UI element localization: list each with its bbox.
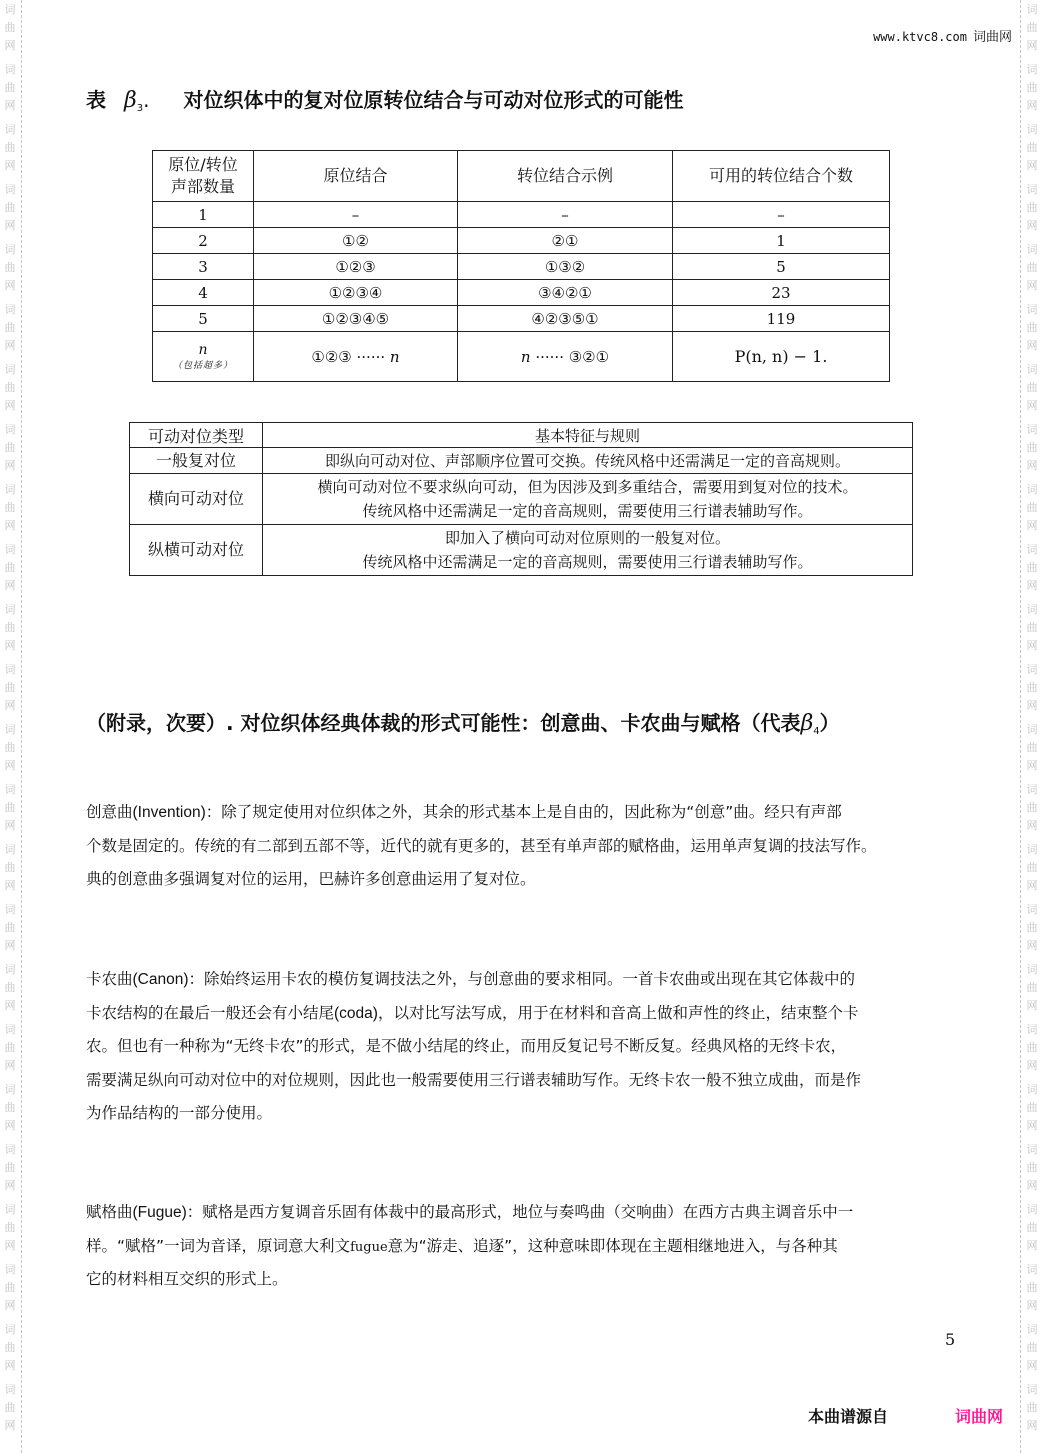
watermark-glyph: 网 — [4, 879, 16, 892]
watermark-glyph: 曲 — [4, 381, 16, 394]
watermark-glyph: 词 — [4, 123, 16, 136]
watermark-glyph: 词 — [4, 843, 16, 856]
watermark-glyph: 曲 — [1026, 381, 1038, 394]
watermark-glyph: 网 — [4, 339, 16, 352]
watermark-glyph: 网 — [4, 459, 16, 472]
watermark-glyph: 词 — [4, 243, 16, 256]
watermark-glyph: 网 — [1026, 399, 1038, 412]
header-type: 可动对位类型 — [130, 423, 263, 448]
header-available: 可用的转位结合个数 — [673, 151, 890, 202]
watermark-glyph: 曲 — [4, 1341, 16, 1354]
watermark-glyph: 曲 — [1026, 681, 1038, 694]
watermark-glyph: 词 — [1026, 63, 1038, 76]
watermark-glyph: 曲 — [1026, 621, 1038, 634]
watermark-glyph: 词 — [4, 3, 16, 16]
watermark-glyph: 曲 — [4, 81, 16, 94]
watermark-glyph: 曲 — [4, 681, 16, 694]
n-variable: n — [198, 341, 208, 358]
watermark-glyph: 网 — [4, 699, 16, 712]
right-dashed-cut-line — [1020, 0, 1021, 1453]
cell-original-general — [254, 332, 458, 382]
permutation-table — [152, 150, 890, 382]
watermark-glyph: 网 — [4, 999, 16, 1012]
watermark-glyph: 词 — [1026, 1203, 1038, 1216]
watermark-glyph: 网 — [1026, 159, 1038, 172]
watermark-glyph: 词 — [1026, 183, 1038, 196]
watermark-glyph: 词 — [1026, 1383, 1038, 1396]
watermark-glyph: 曲 — [1026, 1281, 1038, 1294]
table-row — [130, 474, 913, 525]
watermark-glyph: 词 — [4, 1383, 16, 1396]
table-row — [153, 228, 890, 254]
invention-term: 创意曲(Invention)： — [86, 804, 222, 821]
table-row-general — [153, 332, 890, 382]
watermark-glyph: 网 — [4, 279, 16, 292]
left-watermark-strip — [0, 0, 20, 1453]
fugue-latin-word: fugue — [350, 1239, 388, 1255]
watermark-glyph: 网 — [4, 939, 16, 952]
cell-example-general — [458, 332, 673, 382]
watermark-glyph: 词 — [4, 783, 16, 796]
table-prefix: 表 — [86, 88, 106, 112]
watermark-glyph: 词 — [1026, 123, 1038, 136]
watermark-glyph: 网 — [1026, 1119, 1038, 1132]
watermark-glyph: 网 — [1026, 39, 1038, 52]
coda-term: 小结尾(coda) — [287, 1004, 378, 1022]
watermark-glyph: 曲 — [1026, 921, 1038, 934]
watermark-glyph: 词 — [1026, 903, 1038, 916]
paragraph-line: 需要满足纵向可动对位中的对位规则，因此也一般需要使用三行谱表辅助写作。无终卡农一般不独立成曲，而是作 — [86, 1070, 862, 1089]
cell-count: 3 — [153, 254, 254, 280]
watermark-glyph: 词 — [4, 723, 16, 736]
watermark-glyph: 网 — [1026, 1359, 1038, 1372]
beta-subscript: 3 — [136, 103, 144, 114]
watermark-glyph: 曲 — [1026, 81, 1038, 94]
header-voice-count-line2: 声部数量 — [170, 177, 235, 196]
watermark-glyph: 曲 — [1026, 561, 1038, 574]
watermark-glyph: 曲 — [1026, 1341, 1038, 1354]
watermark-glyph: 网 — [1026, 939, 1038, 952]
rule-line: 传统风格中还需满足一定的音高规则，需要使用三行谱表辅助写作。 — [362, 502, 813, 520]
table-row — [153, 202, 890, 228]
watermark-glyph: 网 — [1026, 219, 1038, 232]
table1-title-text: 对位织体中的复对位原转位结合与可动对位形式的可能性 — [183, 88, 684, 112]
watermark-glyph: 网 — [4, 819, 16, 832]
watermark-glyph: 词 — [4, 1143, 16, 1156]
watermark-glyph: 曲 — [4, 321, 16, 334]
site-header — [873, 26, 1012, 45]
watermark-glyph: 词 — [4, 483, 16, 496]
cell-available: 23 — [673, 280, 890, 306]
watermark-glyph: 词 — [1026, 603, 1038, 616]
watermark-glyph: 曲 — [4, 1281, 16, 1294]
table-row — [153, 254, 890, 280]
table-header-row — [153, 151, 890, 202]
page-number: 5 — [945, 1330, 956, 1349]
watermark-glyph: 网 — [4, 39, 16, 52]
watermark-glyph: 网 — [1026, 879, 1038, 892]
cell-original: ①②③④⑤ — [254, 306, 458, 332]
watermark-glyph: 曲 — [1026, 1161, 1038, 1174]
watermark-glyph: 曲 — [4, 1221, 16, 1234]
line-text: 赋格是西方复调音乐固有体裁中的最高形式，地位与奏鸣曲（交响曲）在西方古典主调音乐中一 — [202, 1203, 854, 1221]
watermark-glyph: 网 — [4, 579, 16, 592]
cell-available: 1 — [673, 228, 890, 254]
fugue-paragraph — [86, 1196, 966, 1297]
watermark-glyph: 词 — [1026, 1323, 1038, 1336]
watermark-glyph: 网 — [1026, 1299, 1038, 1312]
watermark-glyph: 曲 — [4, 441, 16, 454]
line-text: 样。“赋格”一词为音译，原词意大利文 — [86, 1236, 351, 1255]
watermark-glyph: 词 — [4, 603, 16, 616]
cell-original: ①②③ — [254, 254, 458, 280]
watermark-glyph: 词 — [4, 963, 16, 976]
cell-count: 2 — [153, 228, 254, 254]
header-voice-count — [153, 151, 254, 202]
table-row — [130, 448, 913, 474]
table1-title — [86, 84, 683, 114]
watermark-glyph: 曲 — [4, 801, 16, 814]
watermark-glyph: 网 — [1026, 1059, 1038, 1072]
paragraph-line — [86, 963, 966, 997]
paragraph-line — [86, 1196, 966, 1230]
cell-count: 4 — [153, 280, 254, 306]
watermark-glyph: 曲 — [1026, 1101, 1038, 1114]
cell-example: ④②③⑤① — [458, 306, 673, 332]
watermark-glyph: 网 — [4, 1059, 16, 1072]
beta-symbol: β — [124, 88, 137, 113]
paragraph-line — [86, 997, 966, 1031]
cell-original: ①② — [254, 228, 458, 254]
watermark-glyph: 曲 — [4, 201, 16, 214]
watermark-glyph: 曲 — [4, 981, 16, 994]
site-url: www.ktvc8.com — [873, 30, 967, 44]
cell-type: 一般复对位 — [130, 448, 263, 474]
header-example: 转位结合示例 — [458, 151, 673, 202]
movable-counterpoint-table — [129, 422, 913, 576]
section-title-close: ） — [819, 711, 840, 735]
line-text: 除始终运用卡农的模仿复调技法之外，与创意曲的要求相同。一首卡农曲或出现在其它体裁中的 — [204, 970, 856, 988]
watermark-glyph: 网 — [4, 159, 16, 172]
watermark-glyph: 曲 — [4, 861, 16, 874]
cell-count-general — [153, 332, 254, 382]
cell-available: – — [673, 202, 890, 228]
header-voice-count-line1: 原位/转位 — [168, 155, 238, 174]
watermark-glyph: 曲 — [4, 921, 16, 934]
footer-source-label: 本曲谱源自 — [808, 1407, 889, 1426]
watermark-glyph: 网 — [4, 1299, 16, 1312]
watermark-glyph: 曲 — [1026, 861, 1038, 874]
watermark-glyph: 曲 — [4, 1041, 16, 1054]
watermark-glyph: 词 — [4, 183, 16, 196]
line-text: ，以对比写法写成，用于在材料和音高上做和声性的终止，结束整个卡 — [377, 1003, 859, 1022]
watermark-glyph: 词 — [1026, 1083, 1038, 1096]
cell-rules — [263, 448, 913, 474]
table-row — [153, 280, 890, 306]
paragraph-line: 它的材料相互交织的形式上。 — [86, 1270, 288, 1288]
watermark-glyph: 曲 — [4, 1401, 16, 1414]
watermark-glyph: 词 — [1026, 3, 1038, 16]
site-name: 词曲网 — [972, 30, 1012, 45]
canon-paragraph — [86, 963, 966, 1131]
cell-type: 纵横可动对位 — [130, 525, 263, 576]
watermark-glyph: 曲 — [4, 261, 16, 274]
paragraph-line: 典的创意曲多强调复对位的运用，巴赫许多创意曲运用了复对位。 — [86, 870, 536, 888]
watermark-glyph: 曲 — [4, 21, 16, 34]
watermark-glyph: 曲 — [1026, 141, 1038, 154]
watermark-glyph: 曲 — [4, 1101, 16, 1114]
watermark-glyph: 词 — [4, 303, 16, 316]
watermark-glyph: 曲 — [1026, 1221, 1038, 1234]
watermark-glyph: 网 — [1026, 1239, 1038, 1252]
watermark-glyph: 词 — [4, 63, 16, 76]
watermark-glyph: 曲 — [1026, 501, 1038, 514]
watermark-glyph: 词 — [4, 363, 16, 376]
cell-example: ①③② — [458, 254, 673, 280]
rule-line: 即加入了横向可动对位原则的一般复对位。 — [444, 529, 730, 547]
beta-subscript: 4 — [813, 726, 820, 737]
table-row — [153, 306, 890, 332]
rule-line: 横向可动对位不要求纵向可动，但为因涉及到多重结合，需要用到复对位的技术。 — [317, 478, 858, 496]
watermark-glyph: 曲 — [1026, 1041, 1038, 1054]
cell-rules — [263, 474, 913, 525]
paragraph-line: 为作品结构的一部分使用。 — [86, 1104, 273, 1122]
cell-rules — [263, 525, 913, 576]
line-text: 卡农结构的在最后一般还会有 — [86, 1003, 288, 1022]
watermark-glyph: 网 — [1026, 699, 1038, 712]
cell-available: 119 — [673, 306, 890, 332]
paragraph-line — [86, 1230, 966, 1264]
paragraph-line — [86, 796, 966, 830]
cell-example: ②① — [458, 228, 673, 254]
watermark-glyph: 词 — [4, 663, 16, 676]
watermark-glyph: 网 — [4, 1179, 16, 1192]
example-suffix: ······ ③②① — [535, 347, 610, 366]
watermark-glyph: 网 — [1026, 99, 1038, 112]
watermark-glyph: 词 — [4, 543, 16, 556]
watermark-glyph: 词 — [1026, 1023, 1038, 1036]
watermark-glyph: 网 — [4, 1359, 16, 1372]
watermark-glyph: 曲 — [1026, 441, 1038, 454]
original-prefix: ①②③ ······ — [311, 347, 386, 366]
watermark-glyph: 曲 — [4, 621, 16, 634]
watermark-glyph: 词 — [1026, 843, 1038, 856]
watermark-glyph: 曲 — [4, 741, 16, 754]
fugue-term: 赋格曲(Fugue)： — [86, 1204, 203, 1221]
watermark-glyph: 网 — [1026, 639, 1038, 652]
watermark-glyph: 网 — [4, 1239, 16, 1252]
right-watermark-strip — [1022, 0, 1042, 1453]
watermark-glyph: 词 — [4, 1263, 16, 1276]
cell-available: 5 — [673, 254, 890, 280]
cell-type: 横向可动对位 — [130, 474, 263, 525]
cell-count: 1 — [153, 202, 254, 228]
paragraph-line: 农。但也有一种称为“无终卡农”的形式，是不做小结尾的终止，而用反复记号不断反复。经典风格的无终卡农， — [86, 1037, 847, 1055]
beta-symbol: β — [800, 711, 814, 736]
watermark-glyph: 网 — [1026, 519, 1038, 532]
cell-count: 5 — [153, 306, 254, 332]
watermark-glyph: 词 — [1026, 363, 1038, 376]
cell-available-formula: P(n, n) − 1. — [673, 332, 890, 382]
watermark-glyph: 词 — [4, 1323, 16, 1336]
footer-brand-link[interactable]: 词曲网 — [955, 1407, 1004, 1426]
watermark-glyph: 网 — [1026, 759, 1038, 772]
cell-original: ①②③④ — [254, 280, 458, 306]
watermark-glyph: 曲 — [1026, 21, 1038, 34]
watermark-glyph: 曲 — [1026, 741, 1038, 754]
example-n-variable: n — [520, 347, 531, 366]
watermark-glyph: 曲 — [1026, 261, 1038, 274]
watermark-glyph: 曲 — [4, 1161, 16, 1174]
watermark-glyph: 曲 — [1026, 201, 1038, 214]
watermark-glyph: 网 — [1026, 579, 1038, 592]
watermark-glyph: 网 — [1026, 459, 1038, 472]
watermark-glyph: 词 — [1026, 543, 1038, 556]
watermark-glyph: 曲 — [1026, 801, 1038, 814]
line-text: 除了规定使用对位织体之外，其余的形式基本上是自由的，因此称为“创意”曲。经只有声部 — [221, 803, 842, 821]
header-rules: 基本特征与规则 — [263, 423, 913, 448]
watermark-glyph: 词 — [1026, 963, 1038, 976]
table-header-row — [130, 423, 913, 448]
watermark-glyph: 词 — [1026, 663, 1038, 676]
original-n-variable: n — [389, 347, 400, 366]
rule-line: 传统风格中还需满足一定的音高规则，需要使用三行谱表辅助写作。 — [362, 553, 813, 571]
watermark-glyph: 网 — [4, 219, 16, 232]
section-title — [86, 707, 840, 737]
watermark-glyph: 网 — [1026, 999, 1038, 1012]
watermark-glyph: 网 — [4, 99, 16, 112]
watermark-glyph: 词 — [4, 903, 16, 916]
watermark-glyph: 网 — [1026, 819, 1038, 832]
watermark-glyph: 词 — [1026, 1263, 1038, 1276]
watermark-glyph: 网 — [1026, 339, 1038, 352]
section-title-text: （附录，次要）. 对位织体经典体裁的形式可能性：创意曲、卡农曲与赋格（代表 — [86, 711, 801, 735]
watermark-glyph: 词 — [4, 1203, 16, 1216]
watermark-glyph: 网 — [4, 759, 16, 772]
watermark-glyph: 网 — [4, 1119, 16, 1132]
watermark-glyph: 网 — [4, 399, 16, 412]
invention-paragraph — [86, 796, 966, 897]
watermark-glyph: 词 — [1026, 423, 1038, 436]
watermark-glyph: 词 — [1026, 303, 1038, 316]
watermark-glyph: 词 — [1026, 723, 1038, 736]
watermark-glyph: 曲 — [4, 501, 16, 514]
watermark-glyph: 网 — [4, 639, 16, 652]
watermark-glyph: 词 — [1026, 783, 1038, 796]
watermark-glyph: 词 — [1026, 483, 1038, 496]
left-dashed-cut-line — [21, 0, 22, 1453]
header-original: 原位结合 — [254, 151, 458, 202]
watermark-glyph: 词 — [4, 423, 16, 436]
watermark-glyph: 网 — [4, 1419, 16, 1432]
watermark-glyph: 词 — [4, 1023, 16, 1036]
paragraph-line: 个数是固定的。传统的有二部到五部不等，近代的就有更多的，甚至有单声部的赋格曲，运用单声复调的技法写作。 — [86, 836, 877, 855]
watermark-glyph: 曲 — [1026, 321, 1038, 334]
watermark-glyph: 网 — [1026, 1419, 1038, 1432]
watermark-glyph: 词 — [1026, 243, 1038, 256]
cell-example: – — [458, 202, 673, 228]
watermark-glyph: 词 — [1026, 1143, 1038, 1156]
watermark-glyph: 曲 — [1026, 1401, 1038, 1414]
watermark-glyph: 网 — [1026, 1179, 1038, 1192]
table-row — [130, 525, 913, 576]
watermark-glyph: 曲 — [4, 561, 16, 574]
title-dot: . — [143, 88, 150, 112]
watermark-glyph: 曲 — [4, 141, 16, 154]
rule-line: 即纵向可动对位、声部顺序位置可交换。传统风格中还需满足一定的音高规则。 — [324, 451, 850, 470]
cell-original: – — [254, 202, 458, 228]
canon-term: 卡农曲(Canon)： — [86, 971, 204, 988]
line-text: 意为“游走、追逐”，这种意味即体现在主题相继地进入，与各种其 — [387, 1236, 838, 1255]
watermark-glyph: 网 — [1026, 279, 1038, 292]
watermark-glyph: 网 — [4, 519, 16, 532]
count-note: （包括超多） — [172, 360, 233, 371]
watermark-glyph: 曲 — [1026, 981, 1038, 994]
watermark-glyph: 词 — [4, 1083, 16, 1096]
cell-example: ③④②① — [458, 280, 673, 306]
